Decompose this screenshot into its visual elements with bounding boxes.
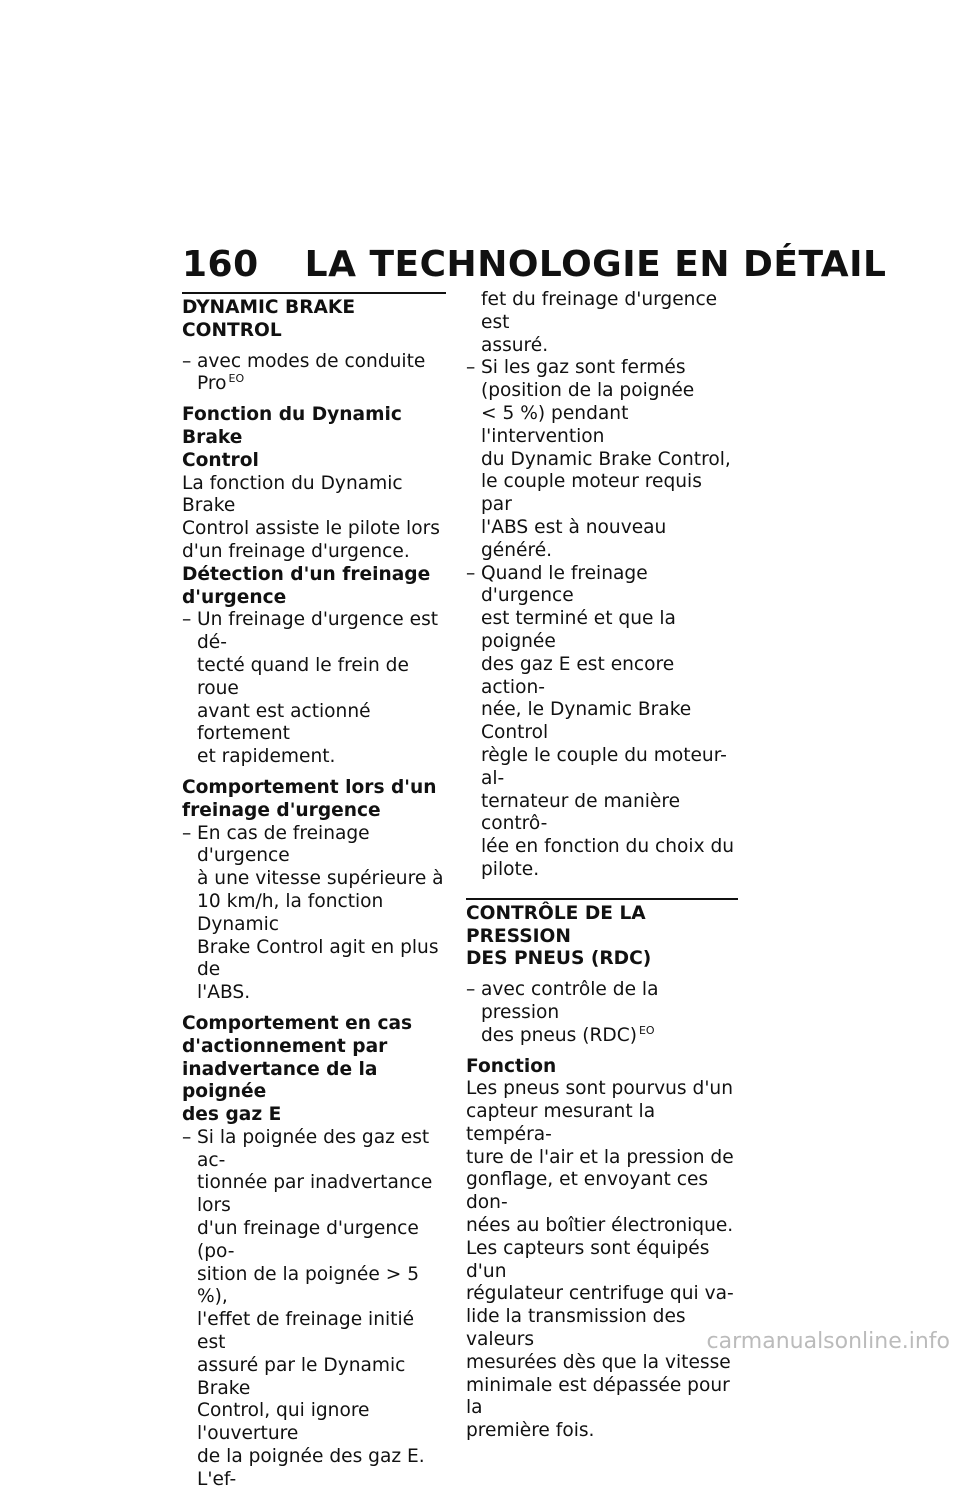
list-line: lée en fonction du choix du <box>481 836 735 858</box>
subheading: Fonction du Dynamic Brake <box>182 404 402 448</box>
list-line: l'ABS. <box>197 982 251 1004</box>
paragraph-line: première fois. <box>466 1420 595 1442</box>
left-column <box>182 292 446 1492</box>
dash: – <box>182 350 192 372</box>
list-line: < 5 %) pendant l'intervention <box>481 402 629 447</box>
list-line: Si les gaz sont fermés <box>481 357 686 379</box>
page-number: 160 <box>182 244 259 285</box>
list-line: avant est actionné fortement <box>197 700 371 745</box>
list-line: En cas de freinage d'urgence <box>197 822 370 867</box>
list-line: Quand le freinage d'urgence <box>481 562 648 607</box>
list-line: le couple moteur requis par <box>481 471 702 516</box>
option-text: des pneus (RDC) <box>481 1024 637 1046</box>
list-line: et rapidement. <box>197 746 336 768</box>
option-note <box>466 979 738 1047</box>
paragraph-line: capteur mesurant la tempéra- <box>466 1101 656 1145</box>
section-title-dbc: DYNAMIC BRAKE CONTROL <box>182 297 356 341</box>
option-line: avec contrôle de la pression <box>481 979 659 1023</box>
paragraph-line: d'un freinage d'urgence. <box>182 540 410 562</box>
list-line: du Dynamic Brake Control, <box>481 448 731 470</box>
subheading: Détection d'un freinage <box>182 563 431 585</box>
watermark: carmanualsonline.info <box>706 1329 950 1354</box>
list-line: l'ABS est à nouveau généré. <box>481 516 667 561</box>
section-rule <box>466 898 738 900</box>
paragraph-line: minimale est dépassée pour la <box>466 1374 730 1419</box>
subheading: Fonction <box>466 1055 557 1077</box>
section-title-rdc: DES PNEUS (RDC) <box>466 948 652 970</box>
list-line: sition de la poignée > 5 %), <box>197 1263 420 1308</box>
paragraph-line: Control assiste le pilote lors <box>182 518 440 540</box>
paragraph-line: nées au boîtier électronique. <box>466 1215 734 1237</box>
dash: – <box>466 562 476 584</box>
right-column <box>466 289 738 1443</box>
list-line: Un freinage d'urgence est dé- <box>197 609 439 654</box>
page-header <box>182 244 886 285</box>
option-line <box>197 373 446 396</box>
paragraph-line: Les capteurs sont équipés d'un <box>466 1237 710 1282</box>
list-item <box>466 563 738 882</box>
list-line: Brake Control agit en plus de <box>197 936 439 981</box>
paragraph-line: mesurées dès que la vitesse <box>466 1351 731 1373</box>
list-item-continued <box>466 289 738 357</box>
section-title-rdc: CONTRÔLE DE LA PRESSION <box>466 902 646 947</box>
paragraph-line: ture de l'air et la pression de <box>466 1146 734 1168</box>
subheading: d'actionnement par <box>182 1035 388 1057</box>
paragraph-line: régulateur centrifuge qui va- <box>466 1283 734 1305</box>
list-line: l'effet de freinage initié est <box>197 1309 415 1354</box>
list-line: Control, qui ignore l'ouverture <box>197 1400 370 1445</box>
option-line <box>481 1025 738 1048</box>
subheading: Comportement lors d'un <box>182 776 437 798</box>
list-line: règle le couple du moteur-al- <box>481 744 727 789</box>
list-line: tionnée par inadvertance lors <box>197 1172 433 1217</box>
paragraph-line: gonflage, et envoyant ces don- <box>466 1169 709 1214</box>
paragraph-line: Les pneus sont pourvus d'un <box>466 1078 734 1100</box>
section-rule <box>182 292 446 294</box>
list-line: assuré par le Dynamic Brake <box>197 1354 406 1399</box>
list-line: pilote. <box>481 858 540 880</box>
option-text: Pro <box>197 373 227 395</box>
list-line: tecté quand le frein de roue <box>197 654 409 699</box>
list-line: assuré. <box>481 334 549 356</box>
list-item <box>466 357 738 562</box>
list-line: à une vitesse supérieure à <box>197 868 444 890</box>
list-line: fet du freinage d'urgence est <box>481 289 718 333</box>
list-line: 10 km/h, la fonction Dynamic <box>197 890 384 935</box>
dash: – <box>182 822 192 844</box>
subheading: inadvertance de la poignée <box>182 1058 378 1103</box>
list-line: Si la poignée des gaz est ac- <box>197 1126 430 1171</box>
list-line: des gaz E est encore action- <box>481 653 675 698</box>
list-line: d'un freinage d'urgence (po- <box>197 1218 419 1262</box>
subheading: freinage d'urgence <box>182 799 381 821</box>
chapter-title: LA TECHNOLOGIE EN DÉTAIL <box>304 244 887 285</box>
subheading: Comportement en cas <box>182 1012 413 1034</box>
option-note <box>182 351 446 397</box>
dash: – <box>466 357 476 379</box>
list-item <box>182 823 446 1005</box>
subheading: des gaz E <box>182 1104 282 1126</box>
paragraph-line: La fonction du Dynamic Brake <box>182 472 403 517</box>
list-item <box>182 609 446 769</box>
subheading: Control <box>182 449 259 471</box>
dash: – <box>466 979 476 1001</box>
option-line: avec modes de conduite <box>197 350 426 372</box>
paragraph-line: lide la transmission des valeurs <box>466 1306 686 1351</box>
list-line: née, le Dynamic Brake Control <box>481 699 692 744</box>
eo-superscript: EO <box>228 372 245 386</box>
list-item <box>182 1127 446 1492</box>
list-line: ternateur de manière contrô- <box>481 790 681 835</box>
dash: – <box>182 609 192 631</box>
list-line: est terminé et que la poignée <box>481 608 676 652</box>
list-line: de la poignée des gaz E. L'ef- <box>197 1446 425 1490</box>
eo-superscript: EO <box>638 1023 655 1037</box>
subheading: d'urgence <box>182 586 287 608</box>
list-line: (position de la poignée <box>481 380 695 402</box>
dash: – <box>182 1126 192 1148</box>
